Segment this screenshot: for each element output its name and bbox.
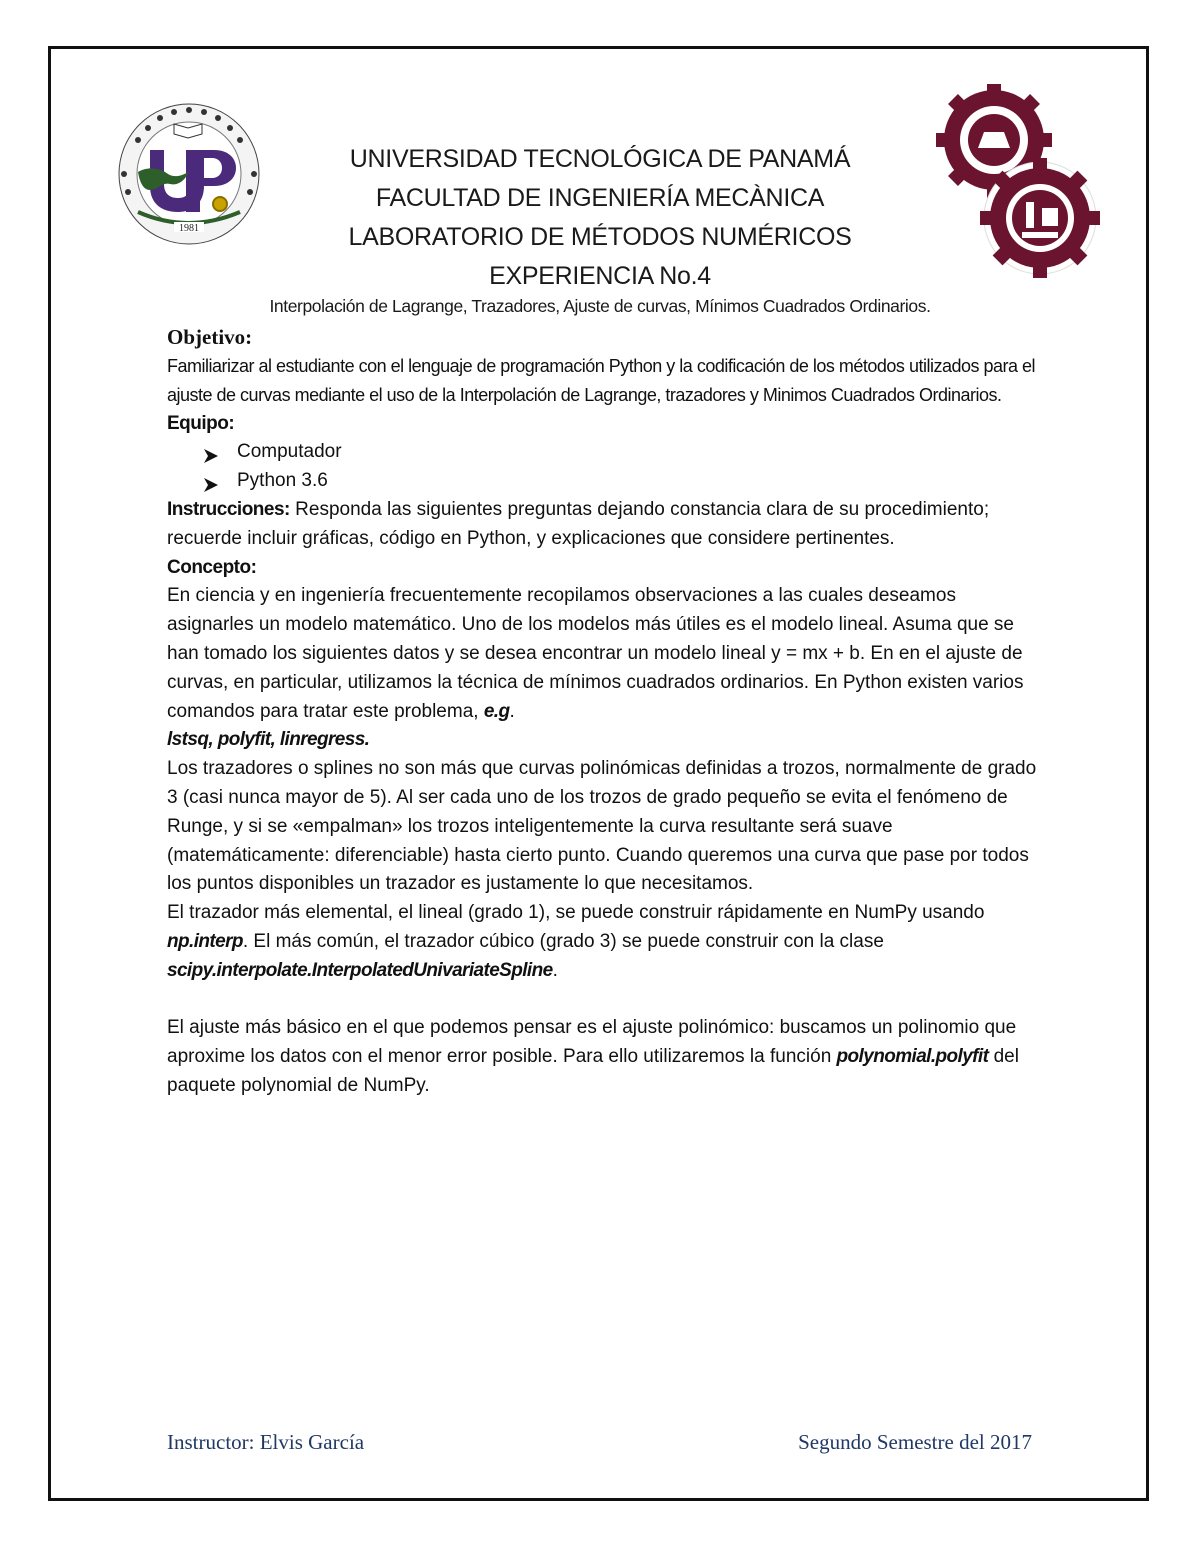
concepto-paragraph-2: Los trazadores o splines no son más que curvas polinómicas definidas a trozos, normalmente de grado 3 (casi nunca mayor de 5). Al ser cada uno de los trozos de grado pequeño se evita el fenómeno de Runge, y si se «empalman» los trozos inteligentemente la curva resultante será suave (matemáticamente: diferenciable) hasta cierto punto. Cuando queremos una curva que pase por todos los puntos disponibles un trazador es justamente lo que necesitamos. xyxy=(167,758,1037,895)
concepto-heading: Concepto: xyxy=(167,556,257,578)
code-polyfit: polynomial.polyfit xyxy=(836,1046,989,1068)
semester-footer: Segundo Semestre del 2017 xyxy=(798,1430,1032,1454)
concepto-paragraph-4 xyxy=(167,1014,1047,1100)
university-name: UNIVERSIDAD TECNOLÓGICA DE PANAMÁ xyxy=(349,145,851,173)
concepto-text: El ajuste más básico en el que podemos pensar es el ajuste polinómico: buscamos un polinomio que aproxime los datos con el menor error posible. Para ello utilizaremos la función xyxy=(167,1017,1017,1068)
period: . xyxy=(509,700,515,722)
arrowhead-bullet-icon xyxy=(203,445,219,461)
list-item xyxy=(203,467,1047,496)
concepto-text: En ciencia y en ingeniería frecuentemente recopilamos observaciones a las cuales deseamos asignarles un modelo matemático. Uno de los modelos más útiles es el modelo lineal. Asuma que se han tomado los siguientes datos y se desea encontrar un modelo lineal y = mx + b. En en el ajuste de curvas, en particular, utilizamos la técnica de mínimos cuadrados ordinarios. En Python existen varios comandos para tratar este problema, xyxy=(167,585,1024,722)
equipo-heading: Equipo: xyxy=(167,412,235,434)
faculty-name: FACULTAD DE INGENIERÍA MECÀNICA xyxy=(375,184,825,212)
experience-title: EXPERIENCIA No.4 xyxy=(489,262,711,290)
arrowhead-bullet-icon xyxy=(203,474,219,490)
concepto-paragraph-3 xyxy=(167,899,1047,985)
paragraph-gap xyxy=(167,986,1047,1015)
concepto-text: del paquete polynomial de NumPy. xyxy=(167,1046,1019,1096)
document-body xyxy=(167,322,1047,1101)
equipo-item-label: Python 3.6 xyxy=(237,470,328,492)
instrucciones-label: Instrucciones: xyxy=(167,498,290,520)
document-subtitle: Interpolación de Lagrange, Trazadores, Ajuste de curvas, Mínimos Cuadrados Ordinarios. xyxy=(269,296,931,316)
objetivo-heading: Objetivo: xyxy=(167,325,253,349)
eg-abbrev: e.g xyxy=(483,700,510,722)
python-commands: lstsq, polyfit, linregress. xyxy=(167,729,370,751)
code-np-interp: np.interp xyxy=(167,930,243,952)
equipo-item-label: Computador xyxy=(237,441,342,463)
document-header xyxy=(300,140,900,296)
code-spline-class: scipy.interpolate.InterpolatedUnivariateSpline xyxy=(167,959,553,981)
lab-name: LABORATORIO DE MÉTODOS NUMÉRICOS xyxy=(348,223,852,251)
instrucciones-text: Responda las siguientes preguntas dejando constancia clara de su procedimiento; recuerde incluir gráficas, código en Python, y explicaciones que considere pertinentes. xyxy=(167,498,990,549)
objetivo-text: Familiarizar al estudiante con el lenguaje de programación Python y la codificación de los métodos utilizados para el ajuste de curvas mediante el uso de la Interpolación de Lagrange, trazadores y Minimos Cuadrados Ordinarios. xyxy=(167,356,1036,405)
list-item xyxy=(203,438,1047,467)
instructor-footer: Instructor: Elvis García xyxy=(167,1430,365,1454)
utp-logo xyxy=(108,100,270,248)
concepto-text: . El más común, el trazador cúbico (grado 3) se puede construir con la clase xyxy=(242,930,884,952)
instrucciones-paragraph xyxy=(167,496,1047,554)
fim-logo xyxy=(936,84,1104,282)
concepto-text: El trazador más elemental, el lineal (grado 1), se puede construir rápidamente en NumPy usando xyxy=(167,902,985,924)
period: . xyxy=(552,959,558,981)
svg-text:1981: 1981 xyxy=(179,223,199,234)
concepto-paragraph-1 xyxy=(167,582,1047,755)
equipo-list xyxy=(167,438,1047,496)
